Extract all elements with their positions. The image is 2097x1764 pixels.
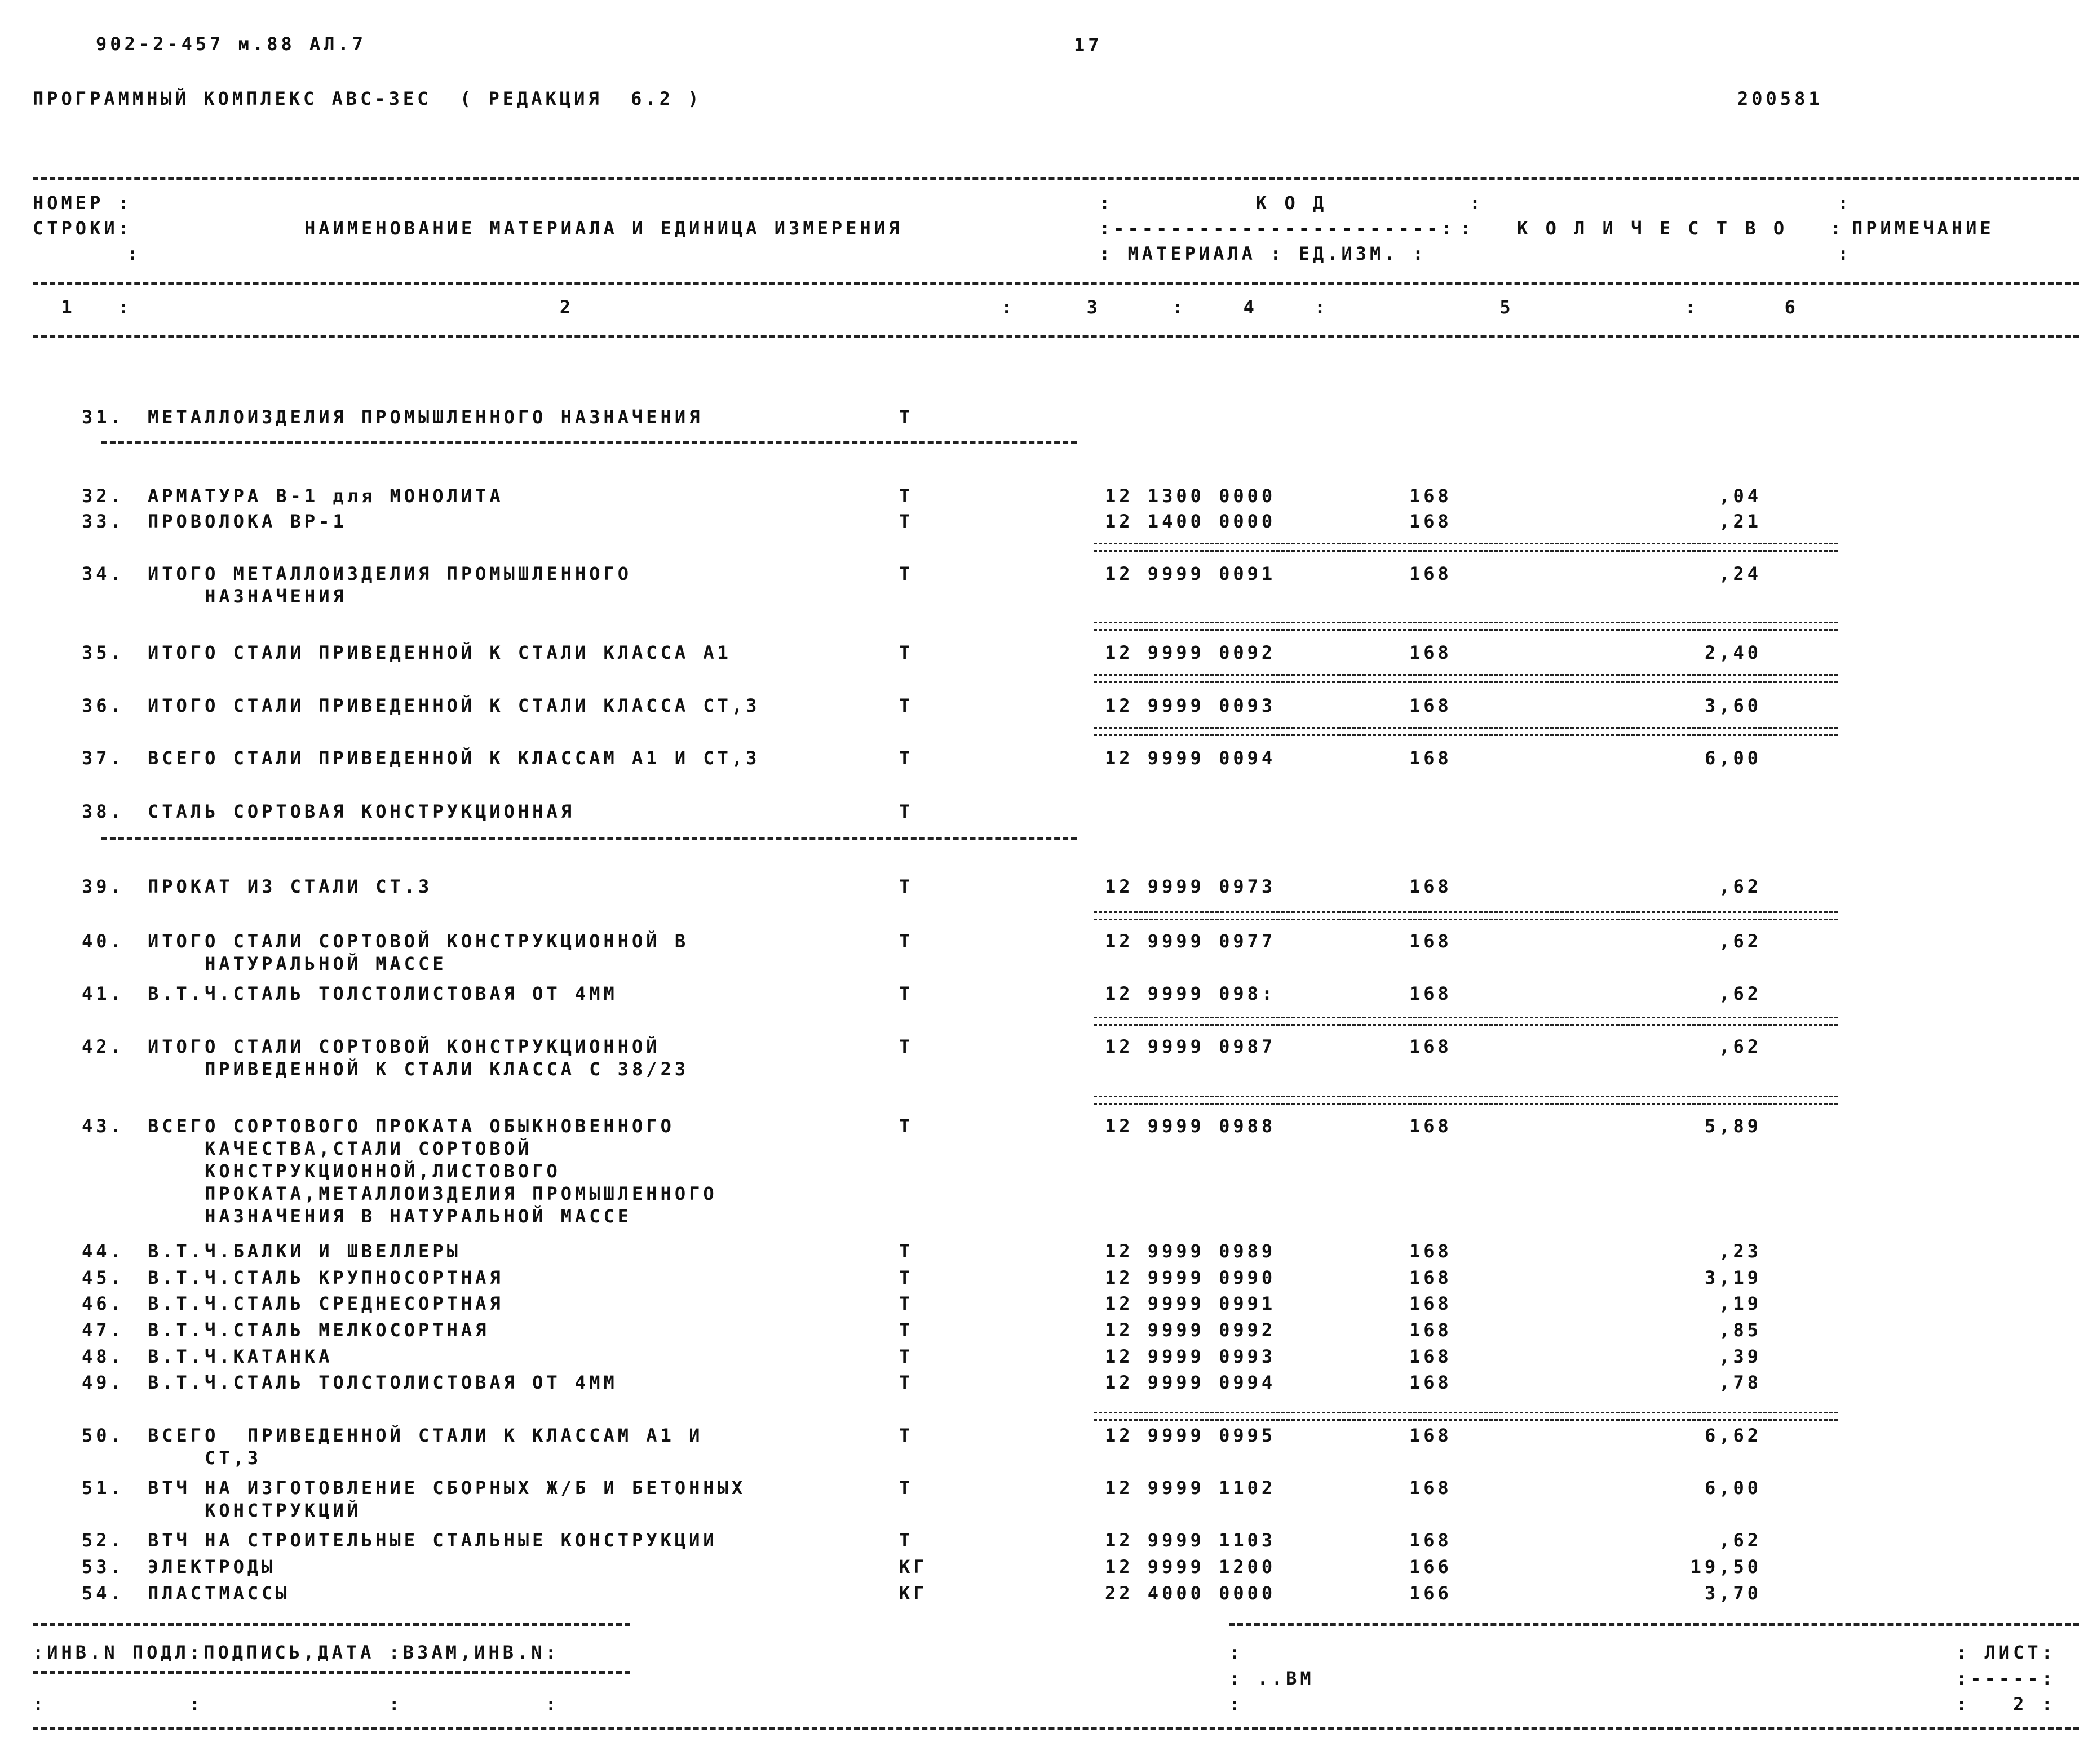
material-name: ИТОГО СТАЛИ ПРИВЕДЕННОЙ К СТАЛИ КЛАССА А1 — [148, 642, 732, 663]
material-code: 22 4000 0000 — [1105, 1583, 1276, 1604]
row-number: 34. — [82, 563, 125, 584]
material-code: 12 9999 0988 — [1105, 1115, 1276, 1137]
footer-sheet-mark: : ..ВМ — [1229, 1668, 1315, 1689]
material-code: 12 9999 0973 — [1105, 876, 1276, 897]
unit-code: 166 — [1409, 1556, 1452, 1577]
quantity: 5,89 — [1704, 1115, 1762, 1137]
unit: Т — [899, 983, 914, 1004]
program-code: 200581 — [1737, 88, 1823, 109]
unit-code: 168 — [1409, 1240, 1452, 1262]
unit: Т — [899, 1267, 914, 1288]
footer-signature-labels: :ИНВ.N ПОДЛ:ПОДПИСЬ,ДАТА :ВЗАМ,ИНВ.N: — [33, 1642, 560, 1663]
page-number: 17 — [1074, 34, 1103, 56]
row-number: 32. — [82, 485, 125, 507]
material-code: 12 9999 0987 — [1105, 1036, 1276, 1057]
footer-top-rule-right — [1229, 1623, 2079, 1626]
row-number: 52. — [82, 1530, 125, 1551]
total-separator — [1094, 1412, 1838, 1421]
unit-code: 168 — [1409, 1267, 1452, 1288]
unit: Т — [899, 642, 914, 663]
material-name: ИТОГО СТАЛИ СОРТОВОЙ КОНСТРУКЦИОННОЙ В НАТУРАЛЬНОЙ МАССЕ — [148, 930, 689, 974]
row-number: 42. — [82, 1036, 125, 1057]
quantity: ,24 — [1719, 563, 1762, 584]
quantity: ,85 — [1719, 1319, 1762, 1341]
unit-code: 168 — [1409, 1477, 1452, 1499]
quantity: ,19 — [1719, 1293, 1762, 1314]
material-code: 12 9999 0091 — [1105, 563, 1276, 584]
quantity: 3,60 — [1704, 695, 1762, 716]
row-number: 49. — [82, 1372, 125, 1393]
material-name: ВТЧ НА СТРОИТЕЛЬНЫЕ СТАЛЬНЫЕ КОНСТРУКЦИИ — [148, 1530, 718, 1551]
total-separator — [1094, 1017, 1838, 1026]
material-name: ВСЕГО СОРТОВОГО ПРОКАТА ОБЫКНОВЕННОГО КАЧЕСТВА,СТАЛИ СОРТОВОЙ КОНСТРУКЦИОННОЙ,ЛИСТОВОГО ПРОКАТА,МЕТАЛЛОИЗДЕЛИЯ ПРОМЫШЛЕННОГО НАЗНАЧЕНИЯ В НАТУРАЛЬНОЙ МАССЕ — [148, 1115, 718, 1227]
quantity: 3,70 — [1704, 1583, 1762, 1604]
unit: КГ — [899, 1583, 928, 1604]
unit: Т — [899, 876, 914, 897]
unit: Т — [899, 1115, 914, 1137]
col-code-header-bot: : МАТЕРИАЛА : ЕД.ИЗМ. : — [1099, 243, 1427, 264]
quantity: ,21 — [1719, 511, 1762, 532]
document-code: 902-2-457 м.88 АЛ.7 — [96, 33, 367, 55]
footer-signature-cells: : : : : — [33, 1694, 560, 1715]
unit: Т — [899, 1319, 914, 1341]
material-name: В.Т.Ч.СТАЛЬ СРЕДНЕСОРТНАЯ — [148, 1293, 504, 1314]
unit: Т — [899, 1293, 914, 1314]
unit: Т — [899, 1530, 914, 1551]
material-name: В.Т.Ч.СТАЛЬ ТОЛСТОЛИСТОВАЯ ОТ 4ММ — [148, 1372, 618, 1393]
unit-code: 168 — [1409, 876, 1452, 897]
row-number: 53. — [82, 1556, 125, 1577]
unit-code: 168 — [1409, 1115, 1452, 1137]
unit-code: 166 — [1409, 1583, 1452, 1604]
quantity: 19,50 — [1690, 1556, 1762, 1577]
footer-bottom-rule — [33, 1727, 2079, 1730]
quantity: ,39 — [1719, 1346, 1762, 1367]
col-row-number-header-c: : — [127, 243, 141, 264]
row-number: 33. — [82, 511, 125, 532]
col-row-number-header-b: СТРОКИ: — [33, 218, 132, 239]
quantity: ,23 — [1719, 1240, 1762, 1262]
unit-code: 168 — [1409, 642, 1452, 663]
material-code: 12 9999 1102 — [1105, 1477, 1276, 1499]
unit: Т — [899, 1036, 914, 1057]
footer-mid-colon-bot: : — [1229, 1694, 1244, 1715]
material-code: 12 9999 0094 — [1105, 747, 1276, 769]
quantity: ,62 — [1719, 930, 1762, 952]
row-number: 51. — [82, 1477, 125, 1499]
col-code-header-mid: :-----------------------: — [1099, 218, 1455, 239]
row-number: 38. — [82, 801, 125, 822]
quantity: ,62 — [1719, 876, 1762, 897]
section-underline — [101, 441, 1077, 444]
unit: Т — [899, 930, 914, 952]
quantity: 6,62 — [1704, 1425, 1762, 1446]
row-number: 36. — [82, 695, 125, 716]
unit-code: 168 — [1409, 1293, 1452, 1314]
material-name: В.Т.Ч.СТАЛЬ КРУПНОСОРТНАЯ — [148, 1267, 504, 1288]
material-name: В.Т.Ч.КАТАНКА — [148, 1346, 333, 1367]
material-name: В.Т.Ч.СТАЛЬ ТОЛСТОЛИСТОВАЯ ОТ 4ММ — [148, 983, 618, 1004]
material-name: В.Т.Ч.БАЛКИ И ШВЕЛЛЕРЫ — [148, 1240, 461, 1262]
material-code: 12 9999 0989 — [1105, 1240, 1276, 1262]
unit: КГ — [899, 1556, 928, 1577]
row-number: 31. — [82, 406, 125, 428]
material-code: 12 9999 0977 — [1105, 930, 1276, 952]
material-code: 12 9999 0993 — [1105, 1346, 1276, 1367]
col-note-colon-bot: : — [1838, 243, 1852, 264]
unit: Т — [899, 801, 914, 822]
unit: Т — [899, 1372, 914, 1393]
material-code: 12 9999 0995 — [1105, 1425, 1276, 1446]
total-separator — [1094, 911, 1838, 920]
row-number: 35. — [82, 642, 125, 663]
unit: Т — [899, 511, 914, 532]
section-underline — [101, 837, 1077, 840]
table-head-bottom-rule — [33, 335, 2079, 338]
material-name: ИТОГО МЕТАЛЛОИЗДЕЛИЯ ПРОМЫШЛЕННОГО НАЗНАЧЕНИЯ — [148, 563, 632, 607]
sheet-number: : 2 : — [1956, 1694, 2056, 1715]
material-name: ВСЕГО ПРИВЕДЕННОЙ СТАЛИ К КЛАССАМ А1 И СТ,3 — [148, 1425, 704, 1469]
material-code: 12 9999 0093 — [1105, 695, 1276, 716]
unit: Т — [899, 1240, 914, 1262]
sheet-label: : ЛИСТ: — [1956, 1642, 2056, 1663]
quantity: ,78 — [1719, 1372, 1762, 1393]
row-number: 40. — [82, 930, 125, 952]
material-code: 12 9999 1200 — [1105, 1556, 1276, 1577]
unit-code: 168 — [1409, 1036, 1452, 1057]
unit-code: 168 — [1409, 1319, 1452, 1341]
material-code: 12 9999 0092 — [1105, 642, 1276, 663]
unit: Т — [899, 1477, 914, 1499]
unit-code: 168 — [1409, 930, 1452, 952]
unit: Т — [899, 563, 914, 584]
material-name: ПРОКАТ ИЗ СТАЛИ СТ.3 — [148, 876, 433, 897]
col-quantity-header: : К О Л И Ч Е С Т В О : — [1460, 218, 1845, 239]
row-number: 45. — [82, 1267, 125, 1288]
row-number: 50. — [82, 1425, 125, 1446]
row-number: 48. — [82, 1346, 125, 1367]
row-number: 39. — [82, 876, 125, 897]
material-name: ИТОГО СТАЛИ СОРТОВОЙ КОНСТРУКЦИОННОЙ ПРИВЕДЕННОЙ К СТАЛИ КЛАССА С 38/23 — [148, 1036, 689, 1080]
total-separator — [1094, 622, 1838, 631]
unit-code: 168 — [1409, 1372, 1452, 1393]
material-code: 12 1400 0000 — [1105, 511, 1276, 532]
unit-code: 168 — [1409, 563, 1452, 584]
row-number: 46. — [82, 1293, 125, 1314]
unit-code: 168 — [1409, 1346, 1452, 1367]
material-code: 12 9999 098: — [1105, 983, 1276, 1004]
column-numbers-row: 1 : 2 : 3 : 4 : 5 : 6 — [33, 296, 1799, 318]
program-title: ПРОГРАММНЫЙ КОМПЛЕКС АВС-ЗЕС ( РЕДАКЦИЯ 6.2 ) — [33, 88, 702, 109]
unit: Т — [899, 1425, 914, 1446]
footer-mid-rule — [33, 1671, 630, 1674]
row-number: 41. — [82, 983, 125, 1004]
material-name: ПЛАСТМАССЫ — [148, 1583, 290, 1604]
quantity: 2,40 — [1704, 642, 1762, 663]
col-note-header: ПРИМЕЧАНИЕ — [1852, 218, 1994, 239]
col-row-number-header-a: НОМЕР : — [33, 192, 132, 214]
material-code: 12 1300 0000 — [1105, 485, 1276, 507]
footer-mid-colon-top: : — [1229, 1642, 1244, 1663]
material-code: 12 9999 1103 — [1105, 1530, 1276, 1551]
material-code: 12 9999 0992 — [1105, 1319, 1276, 1341]
footer-top-rule — [33, 1623, 630, 1626]
quantity: 6,00 — [1704, 1477, 1762, 1499]
unit-code: 168 — [1409, 695, 1452, 716]
table-head-rule — [33, 282, 2079, 285]
quantity: ,04 — [1719, 485, 1762, 507]
quantity: ,62 — [1719, 1530, 1762, 1551]
unit: Т — [899, 747, 914, 769]
material-name: ПРОВОЛОКА ВР-1 — [148, 511, 347, 532]
unit: Т — [899, 695, 914, 716]
total-separator — [1094, 727, 1838, 736]
row-number: 54. — [82, 1583, 125, 1604]
total-separator — [1094, 674, 1838, 683]
col-code-header-top: : К О Д : — [1099, 192, 1484, 214]
total-separator — [1094, 543, 1838, 552]
unit-code: 168 — [1409, 747, 1452, 769]
sheet-separator: :-----: — [1956, 1668, 2056, 1689]
unit: Т — [899, 1346, 914, 1367]
material-code: 12 9999 0990 — [1105, 1267, 1276, 1288]
material-name: ЭЛЕКТРОДЫ — [148, 1556, 276, 1577]
row-number: 47. — [82, 1319, 125, 1341]
unit-code: 168 — [1409, 983, 1452, 1004]
material-name: ВТЧ НА ИЗГОТОВЛЕНИЕ СБОРНЫХ Ж/Б И БЕТОННЫХ КОНСТРУКЦИЙ — [148, 1477, 746, 1521]
unit: Т — [899, 485, 914, 507]
material-name: АРМАТУРА В-1 для МОНОЛИТА — [148, 485, 504, 507]
material-name: СТАЛЬ СОРТОВАЯ КОНСТРУКЦИОННАЯ — [148, 801, 575, 822]
row-number: 43. — [82, 1115, 125, 1137]
col-name-header: НАИМЕНОВАНИЕ МАТЕРИАЛА И ЕДИНИЦА ИЗМЕРЕНИЯ — [304, 218, 903, 239]
quantity: 3,19 — [1704, 1267, 1762, 1288]
material-code: 12 9999 0991 — [1105, 1293, 1276, 1314]
material-name: МЕТАЛЛОИЗДЕЛИЯ ПРОМЫШЛЕННОГО НАЗНАЧЕНИЯ — [148, 406, 704, 428]
material-code: 12 9999 0994 — [1105, 1372, 1276, 1393]
quantity: 6,00 — [1704, 747, 1762, 769]
unit: Т — [899, 406, 914, 428]
material-name: В.Т.Ч.СТАЛЬ МЕЛКОСОРТНАЯ — [148, 1319, 490, 1341]
unit-code: 168 — [1409, 485, 1452, 507]
row-number: 44. — [82, 1240, 125, 1262]
unit-code: 168 — [1409, 1425, 1452, 1446]
quantity: ,62 — [1719, 983, 1762, 1004]
row-number: 37. — [82, 747, 125, 769]
material-name: ИТОГО СТАЛИ ПРИВЕДЕННОЙ К СТАЛИ КЛАССА СТ,3 — [148, 695, 760, 716]
total-separator — [1094, 1096, 1838, 1105]
unit-code: 168 — [1409, 1530, 1452, 1551]
quantity: ,62 — [1719, 1036, 1762, 1057]
table-top-rule — [33, 177, 2079, 180]
material-name: ВСЕГО СТАЛИ ПРИВЕДЕННОЙ К КЛАССАМ А1 И СТ,3 — [148, 747, 760, 769]
unit-code: 168 — [1409, 511, 1452, 532]
col-note-colon-top: : — [1838, 192, 1852, 214]
